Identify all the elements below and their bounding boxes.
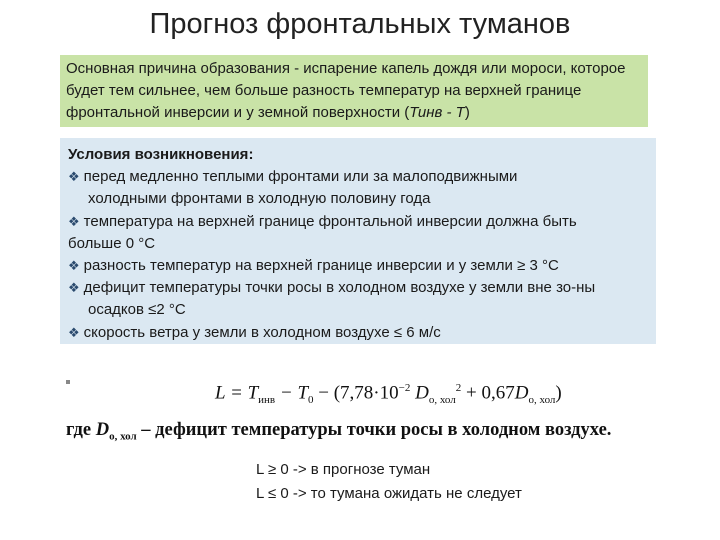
where-d: D — [95, 420, 110, 440]
condition-text-cont: осадков ≤2 °С — [88, 301, 186, 319]
formula-t0: T — [297, 382, 309, 404]
decorative-dot — [66, 380, 70, 384]
formula-coef1: − (7,78·10 — [313, 382, 399, 404]
formula-t-sub: инв — [258, 394, 276, 407]
main-cause-label: Основная причина образования — [66, 60, 290, 77]
conditions-box — [60, 138, 656, 344]
diamond-bullet-icon: ❖ — [68, 213, 80, 229]
formula-explanation — [66, 420, 611, 443]
result-line-fog: L ≥ 0 -> в прогнозе туман — [256, 461, 431, 478]
condition-item — [68, 277, 648, 321]
formula-lhs: L — [215, 382, 226, 404]
diamond-bullet-icon: ❖ — [68, 258, 80, 274]
formula-minus: − — [275, 382, 298, 404]
condition-text: разность температур на верхней границе инверсии и у земли ≥ 3 °С — [83, 257, 559, 275]
formula-d2-sub: о, хол — [528, 394, 556, 407]
where-prefix: где — [66, 420, 96, 440]
formula-coef2: + 0,67 — [461, 382, 515, 404]
slide-title: Прогноз фронтальных туманов — [149, 8, 571, 40]
condition-text: перед медленно теплыми фронтами или за малоподвижными — [83, 168, 518, 186]
formula-eq: = — [225, 382, 248, 404]
condition-text: дефицит температуры точки росы в холодном воздухе у земли вне зо-ны — [83, 279, 596, 297]
formula-d2: D — [514, 382, 529, 404]
formula-t: T — [247, 382, 259, 404]
condition-item — [68, 211, 648, 255]
formula-d1-sup: 2 — [455, 382, 462, 394]
where-d-sub: о, хол — [109, 430, 137, 443]
condition-text: температура на верхней границе фронтальной инверсии должна быть — [83, 212, 577, 230]
forecast-result — [256, 458, 522, 506]
formula-close: ) — [555, 382, 562, 404]
formula-d1: D — [410, 382, 429, 404]
where-text: – дефицит температуры точки росы в холодном воздухе. — [136, 420, 612, 440]
main-cause-end: ) — [464, 104, 470, 121]
condition-item — [68, 166, 648, 210]
formula-exp: −2 — [398, 382, 411, 394]
result-line-no-fog: L ≤ 0 -> то тумана ожидать не следует — [256, 485, 522, 502]
conditions-title: Условия возникновения: — [68, 146, 254, 163]
main-cause-text: - испарение капель дождя или мороси, которое будет тем сильнее, чем больше разность температур на верхней границе фронтальной инверсии и у земной поверхности ( — [66, 60, 626, 121]
diamond-bullet-icon: ❖ — [68, 280, 80, 296]
temperature-difference-var: Тинв - Т — [409, 104, 465, 121]
main-cause-box — [60, 55, 648, 127]
diamond-bullet-icon: ❖ — [68, 169, 80, 185]
formula-t0-sub: 0 — [308, 394, 314, 407]
condition-item — [68, 255, 648, 277]
condition-item — [68, 322, 648, 344]
diamond-bullet-icon: ❖ — [68, 324, 80, 340]
formula-d1-sub: о, хол — [428, 394, 456, 407]
condition-text-cont: больше 0 °С — [68, 234, 156, 252]
condition-text: скорость ветра у земли в холодном воздухе ≤ 6 м/с — [83, 323, 441, 341]
fog-formula — [215, 382, 562, 406]
condition-text-cont: холодными фронтами в холодную половину года — [88, 190, 431, 208]
